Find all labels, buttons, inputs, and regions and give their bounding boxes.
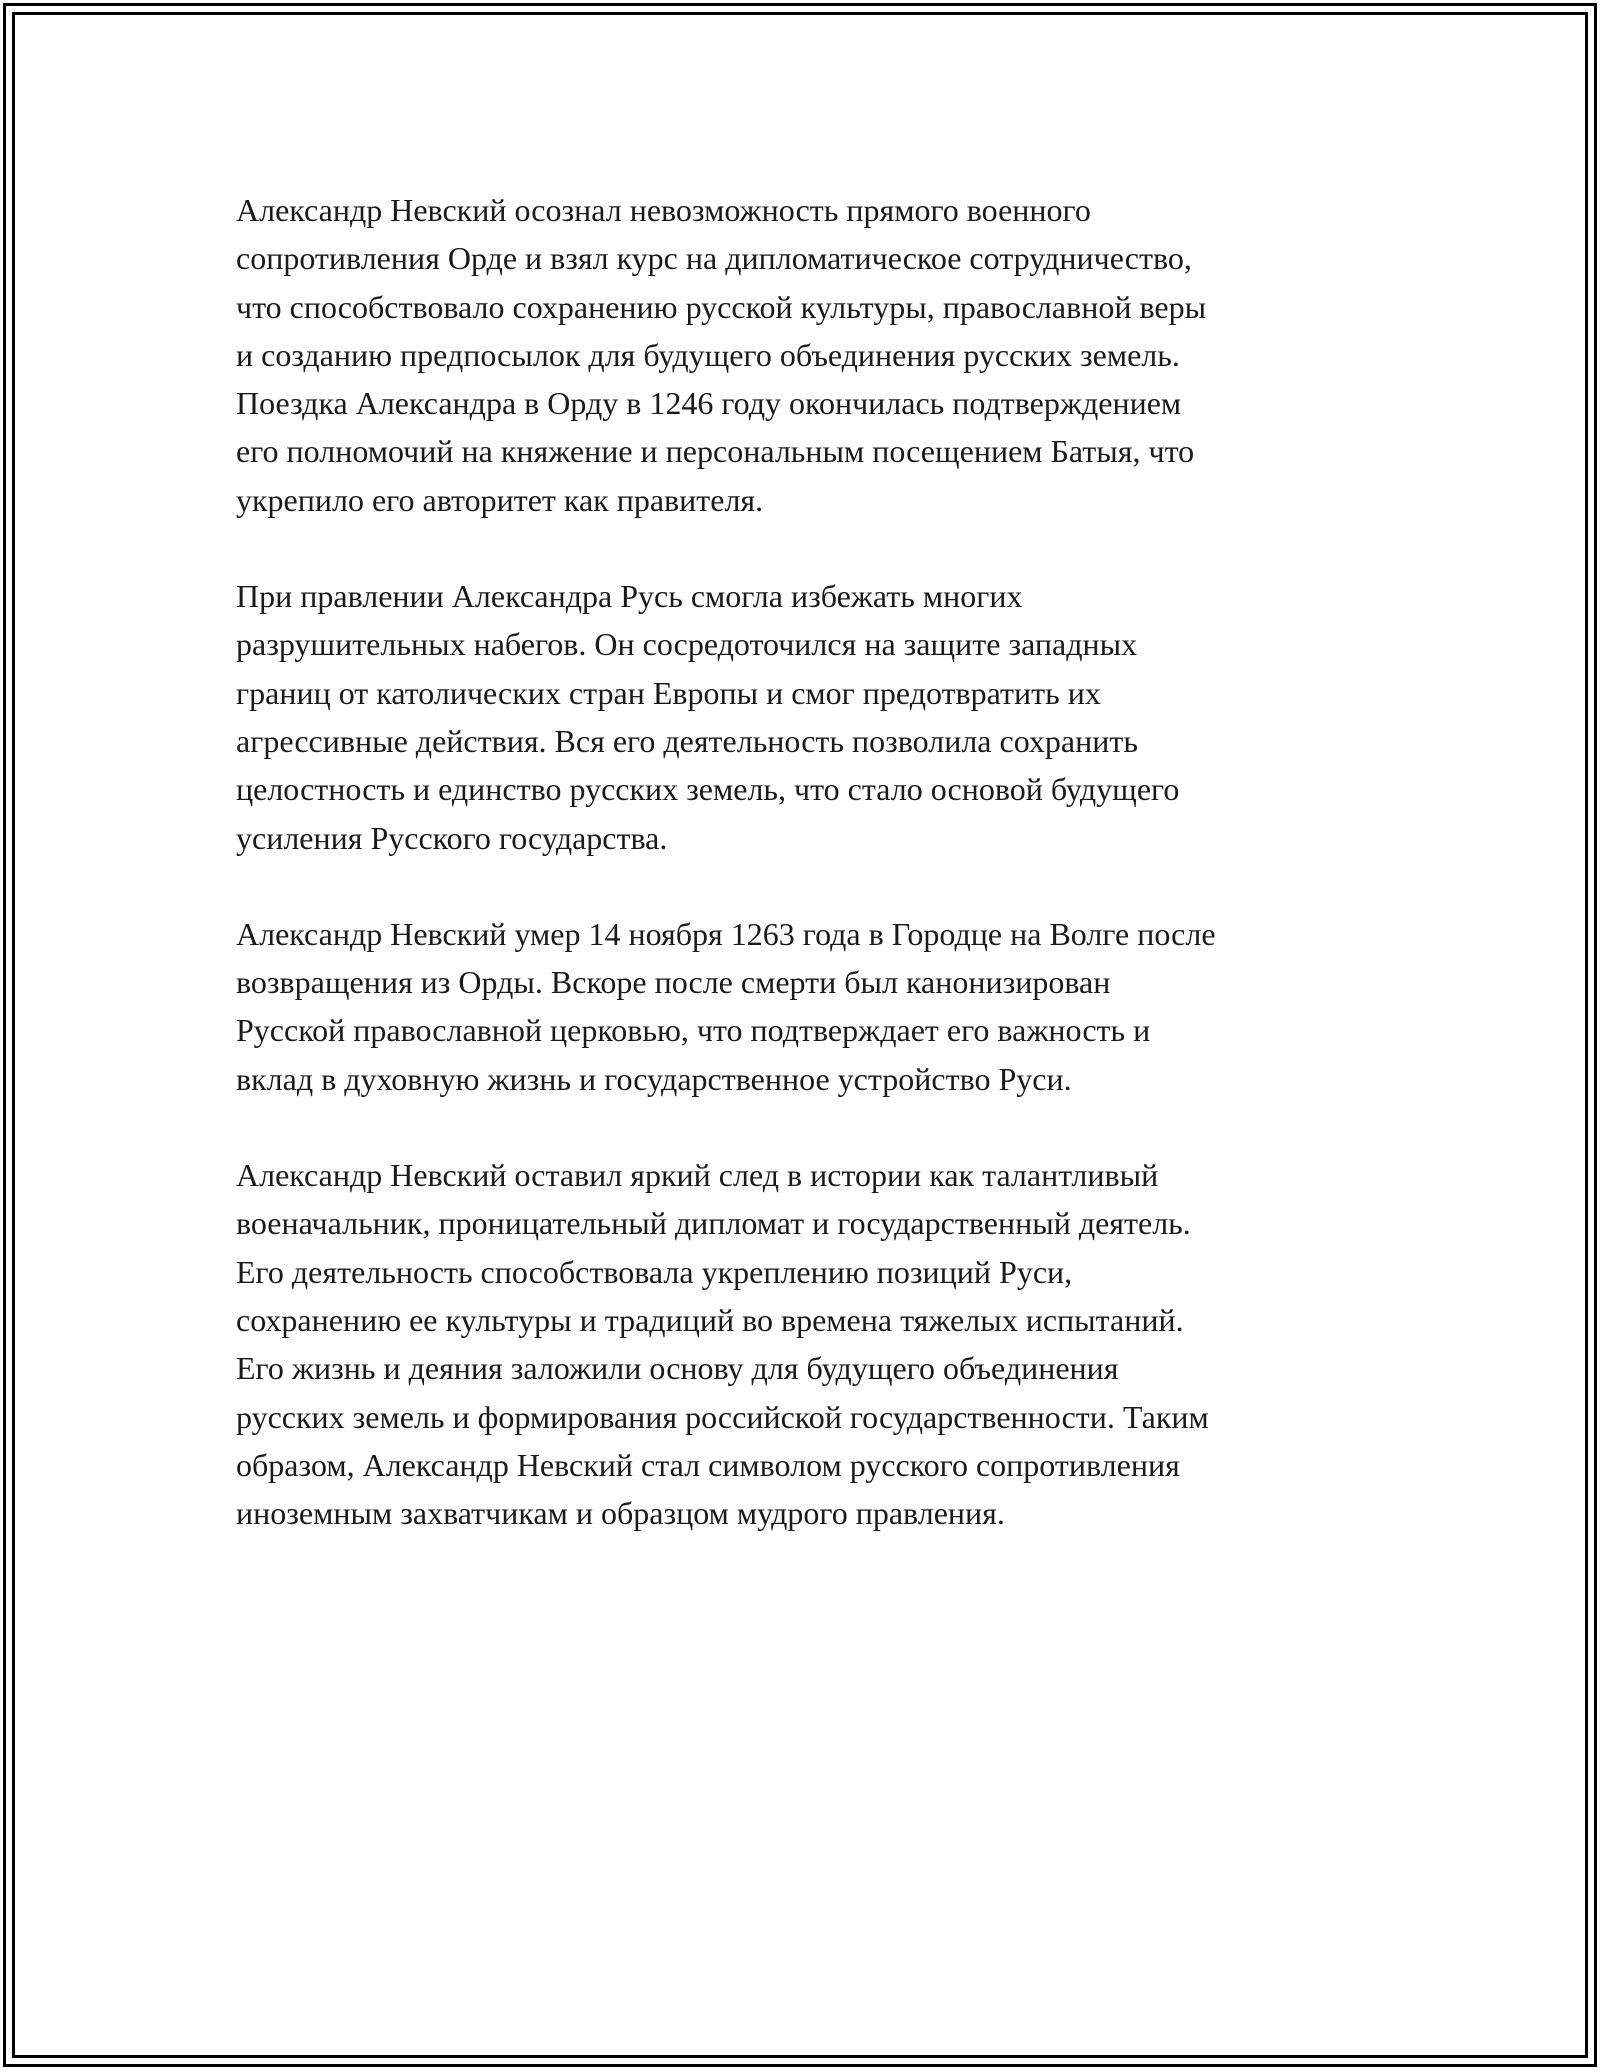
paragraph-3: Александр Невский умер 14 ноября 1263 года в Городце на Волге после возвращения из Орды. Вскоре после смерти был канонизирован Русской православной церковью, что подтверждает его важность и вклад в духовную жизнь и государственное устройство Руси. [236,915,1216,1097]
document-body [236,186,1376,1585]
paragraph-1: Александр Невский осознал невозможность прямого военного сопротивления Орде и взял курс на дипломатическое сотрудничество, что способствовало сохранению русской культуры, православной веры и созданию предпосылок для будущего объединения русских земель. Поездка Александра в Орду в 1246 году окончилась подтверждением его полномочий на княжение и персональным посещением Батыя, что укрепило его авторитет как правителя. [236,192,1207,518]
paragraph-2: При правлении Александра Русь смогла избежать многих разрушительных набегов. Он сосредоточился на защите западных границ от католических стран Европы и смог предотвратить их агрессивные действия. Вся его деятельность позволила сохранить целостность и единство русских земель, что стало основой будущего усиления Русского государства. [236,578,1180,856]
paragraph-4: Александр Невский оставил яркий след в истории как талантливый военачальник, проницательный дипломат и государственный деятель. Его деятельность способствовала укреплению позиций Руси, сохранению ее культуры и традиций во времена тяжелых испытаний. Его жизнь и деяния заложили основу для будущего объединения русских земель и формирования российской государственности. Таким образом, Александр Невский стал символом русского сопротивления иноземным захватчикам и образцом мудрого правления. [236,1157,1209,1532]
